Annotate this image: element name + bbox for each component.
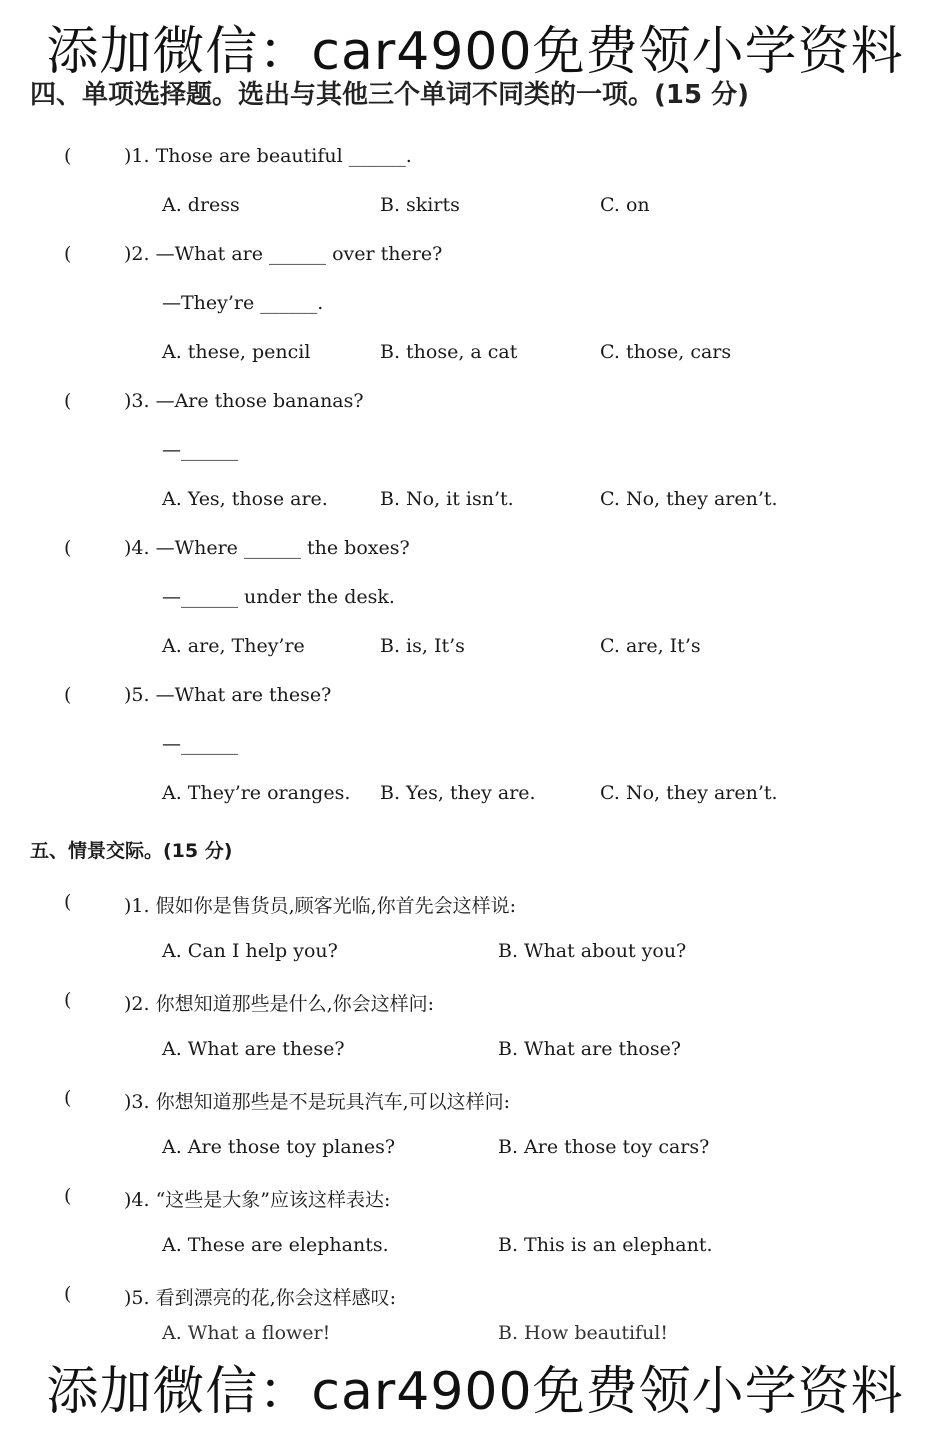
- option-a: A. these, pencil: [162, 341, 311, 363]
- option-a: A. dress: [162, 194, 240, 216]
- section-5-title: 五、情景交际。(15 分): [30, 840, 233, 862]
- option-b: B. No, it isn’t.: [380, 488, 514, 510]
- option-c: C. are, It’s: [600, 635, 701, 657]
- answer-paren[interactable]: (: [64, 989, 72, 1011]
- question-text: )3. 你想知道那些是不是玩具汽车,可以这样问:: [124, 1091, 511, 1113]
- watermark-banner-top: 添加微信：car4900免费领小学资料: [46, 22, 904, 82]
- answer-paren[interactable]: (: [64, 243, 72, 265]
- question-line2: —They’re ______.: [162, 292, 324, 314]
- question-text: )4. —Where ______ the boxes?: [124, 537, 410, 559]
- answer-paren[interactable]: (: [64, 537, 72, 559]
- answer-paren[interactable]: (: [64, 390, 72, 412]
- answer-paren[interactable]: (: [64, 891, 72, 913]
- option-c: C. those, cars: [600, 341, 732, 363]
- question-line2: —______ under the desk.: [162, 586, 395, 608]
- option-b: B. those, a cat: [380, 341, 518, 363]
- option-b: B. is, It’s: [380, 635, 465, 657]
- option-a: A. are, They’re: [162, 635, 305, 657]
- question-line2: —______: [162, 439, 238, 461]
- answer-paren[interactable]: (: [64, 1283, 72, 1305]
- option-a: A. Are those toy planes?: [162, 1136, 396, 1158]
- question-text: )5. —What are these?: [124, 684, 332, 706]
- option-b: B. Are those toy cars?: [498, 1136, 710, 1158]
- question-text: )1. 假如你是售货员,顾客光临,你首先会这样说:: [124, 895, 517, 917]
- watermark-banner-bottom: 添加微信：car4900免费领小学资料: [46, 1362, 904, 1422]
- options-5-5-cut: [160, 1322, 760, 1344]
- question-text: )2. —What are ______ over there?: [124, 243, 443, 265]
- option-b: B. skirts: [380, 194, 460, 216]
- option-a: A. They’re oranges.: [162, 782, 351, 804]
- question-text: )5. 看到漂亮的花,你会这样感叹:: [124, 1287, 397, 1309]
- option-b: B. What are those?: [498, 1038, 681, 1060]
- option-c: C. No, they aren’t.: [600, 782, 778, 804]
- option-c: C. No, they aren’t.: [600, 488, 778, 510]
- option-a: A. Can I help you?: [162, 940, 338, 962]
- option-b: B. How beautiful!: [498, 1322, 669, 1344]
- answer-paren[interactable]: (: [64, 1185, 72, 1207]
- question-text: )4. “这些是大象”应该这样表达:: [124, 1189, 391, 1211]
- answer-paren[interactable]: (: [64, 684, 72, 706]
- cut-section-heading: 四、单项选择题。选出与其他三个单词不同类的一项。(15 分): [30, 80, 749, 110]
- question-text: )2. 你想知道那些是什么,你会这样问:: [124, 993, 435, 1015]
- option-b: B. Yes, they are.: [380, 782, 536, 804]
- option-a: A. These are elephants.: [162, 1234, 389, 1256]
- option-b: B. What about you?: [498, 940, 687, 962]
- option-b: B. This is an elephant.: [498, 1234, 713, 1256]
- option-a: A. Yes, those are.: [162, 488, 328, 510]
- question-line2: —______: [162, 733, 238, 755]
- option-c: C. on: [600, 194, 650, 216]
- answer-paren[interactable]: (: [64, 1087, 72, 1109]
- answer-paren[interactable]: (: [64, 145, 72, 167]
- question-text: )1. Those are beautiful ______.: [124, 145, 412, 167]
- option-a: A. What are these?: [162, 1038, 345, 1060]
- option-a: A. What a flower!: [162, 1322, 331, 1344]
- question-text: )3. —Are those bananas?: [124, 390, 364, 412]
